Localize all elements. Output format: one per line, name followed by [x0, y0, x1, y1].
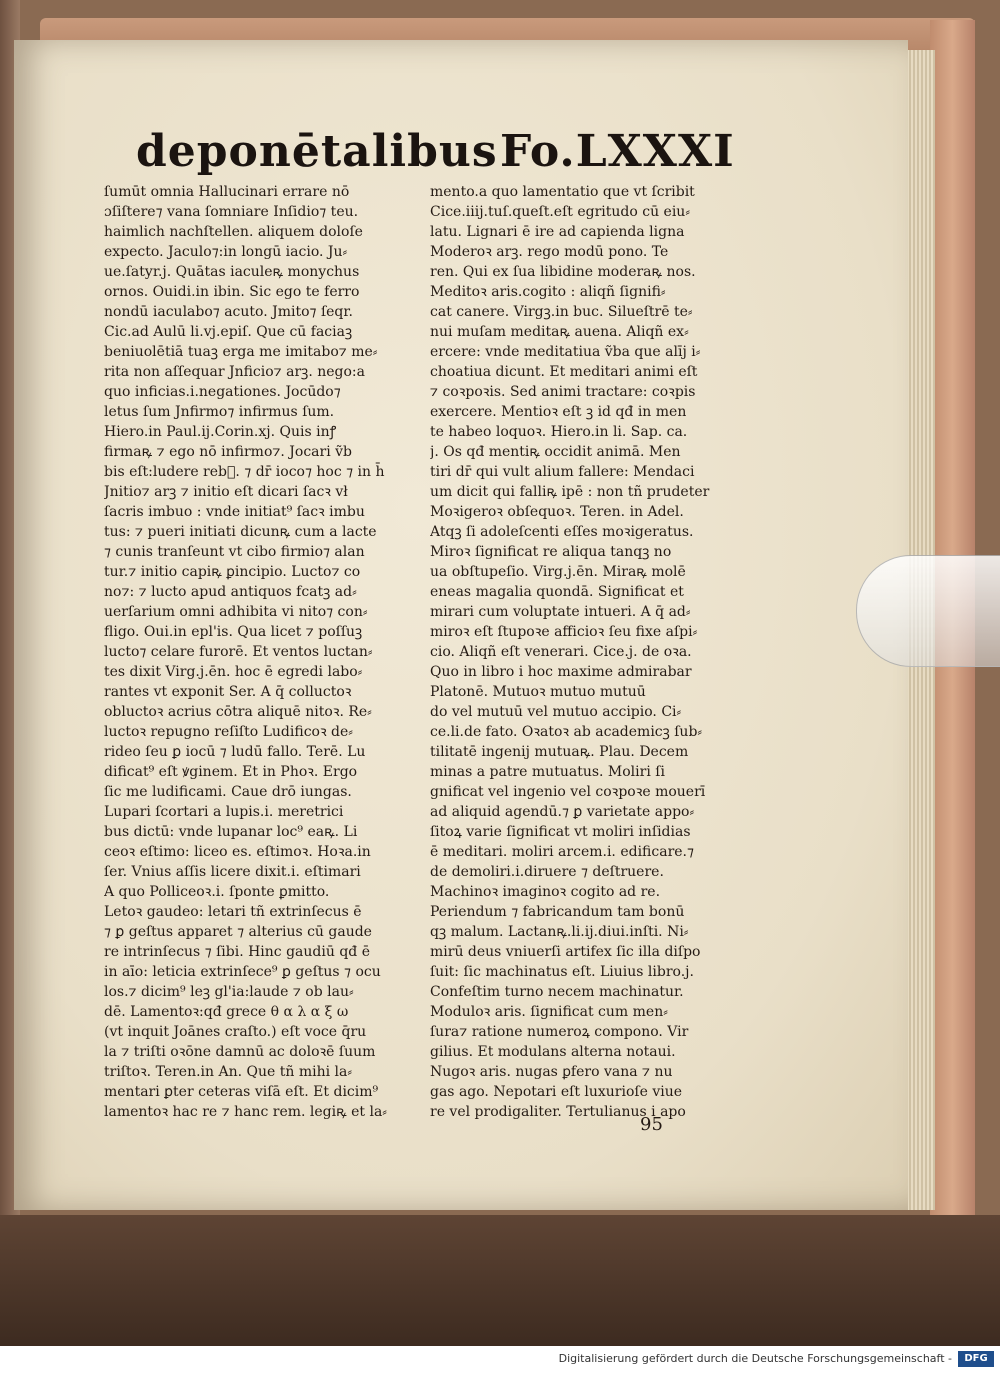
- text-line: lucto⁊ celare furorē. Et ventos luctan⸗: [104, 644, 373, 660]
- text-line: Quo in libro i hoc maxime admirabar: [430, 664, 692, 680]
- text-line: tur.⁊ initio capiꝶ ꝑincipio. Lucto⁊ co: [104, 564, 361, 580]
- text-line: um dicit qui falliꝶ ipē : non tñ prudeter: [430, 484, 710, 500]
- text-line: in aīo: leticia extrinſece⁹ ꝑ geſtus ⁊ ocu: [104, 964, 381, 980]
- text-line: haimlich nachſtellen. aliquem doloſe: [104, 224, 363, 240]
- text-line: letus ſum Jnfirmo⁊ infirmus ſum.: [104, 404, 335, 420]
- text-line: ɔſiſtere⁊ vana ſomniare Inſidio⁊ teu.: [104, 204, 359, 220]
- text-line: ſic me ludificami. Caue drō iungas.: [104, 784, 352, 800]
- text-line: Machinoꝛ imaginoꝛ cogito ad re.: [430, 884, 661, 900]
- text-line: Moꝛigeroꝛ obſequoꝛ. Teren. in Adel.: [430, 504, 684, 520]
- text-line: mirari cum voluptate intueri. A q̄ ad⸗: [430, 604, 691, 620]
- text-line: dificat⁹ eſt ꝟginem. Et in Phoꝛ. Ergo: [104, 764, 358, 780]
- text-line: eneas magalia quondā. Significat et: [430, 584, 684, 600]
- text-line: Atqꝫ ſi adoleſcenti eſſes moꝛigeratus.: [430, 524, 694, 540]
- funding-credit: Digitalisierung gefördert durch die Deutsche Forschungsgemeinschaft -: [558, 1352, 952, 1365]
- text-line: ad aliquid agendū.⁊ ꝑ varietate appo⸗: [430, 804, 695, 820]
- text-line: tilitatē ingenij mutuaꝶ. Plau. Decem: [430, 744, 689, 760]
- text-line: latu. Lignari ē ire ad capienda ligna: [430, 224, 685, 240]
- text-line: ren. Qui ex ſua libidine moderaꝶ nos.: [430, 264, 696, 280]
- text-line: ce.li.de fato. Oꝛatoꝛ ab academicꝫ ſub⸗: [430, 724, 703, 740]
- folio-heading: Fo.LXXXI: [500, 126, 735, 177]
- text-line: ⁊ cunis tranſeunt vt cibo firmio⁊ alan: [104, 544, 365, 560]
- text-line: ſitoꝝ varie ſignificat vt moliri inſidias: [430, 824, 691, 840]
- text-line: luctoꝛ repugno reſiſto Ludificoꝛ de⸗: [104, 724, 353, 740]
- text-line: gas ago. Nepotari eſt luxurioſe viue: [430, 1084, 683, 1100]
- text-line: mento.a quo lamentatio que vt ſcribit: [430, 184, 695, 200]
- text-column-right: [430, 182, 748, 1122]
- text-line: uerſarium omni adhibita vi nito⁊ con⸗: [104, 604, 368, 620]
- text-line: ua obſtupeſio. Virg.j.ēn. Miraꝶ molē: [430, 564, 686, 580]
- text-line: ceoꝛ eſtimo: liceo es. eſtimoꝛ. Hoꝛa.in: [104, 844, 371, 860]
- text-line: ſumūt omnia Hallucinari errare nō: [104, 184, 350, 200]
- text-line: gilius. Et modulans alterna notaui.: [430, 1044, 676, 1060]
- text-line: Moderoꝛ arꝫ. rego modū pono. Te: [430, 244, 669, 260]
- text-line: tes dixit Virg.j.ēn. hoc ē egredi labo⸗: [104, 664, 363, 680]
- text-line: expecto. Jaculo⁊:in longū iacio. Ju⸗: [104, 244, 348, 260]
- text-line: Hiero.in Paul.ij.Corin.xj. Quis inꝭ: [104, 424, 337, 440]
- text-line: Lupari ſcortari a lupis.i. meretrici: [104, 804, 344, 820]
- text-line: mentari ꝑter ceteras viſā eſt. Et dicim⁹: [104, 1084, 379, 1100]
- text-line: ſuit: ſic machinatus eſt. Liuius libro.j.: [430, 964, 694, 980]
- text-line: re intrinſecus ⁊ ſibi. Hinc gaudiū qđ ē: [104, 944, 370, 960]
- text-line: ⁊ ꝑ geſtus apparet ⁊ alterius cū gaude: [104, 924, 372, 940]
- text-line: de demoliri.i.diruere ⁊ deſtruere.: [430, 864, 664, 880]
- dfg-logo: DFG: [958, 1351, 994, 1367]
- text-line: exercere. Mentioꝛ eſt ꝫ id qđ in men: [430, 404, 687, 420]
- book-bottom-edge: [0, 1215, 1000, 1346]
- text-line: ē meditari. moliri arcem.i. edificare.⁊: [430, 844, 694, 860]
- text-line: gnificat vel ingenio vel coꝛpoꝛe mouerī: [430, 784, 706, 800]
- text-line: miroꝛ eſt ſtupoꝛe afficioꝛ ſeu fixe aſpi⸗: [430, 624, 698, 640]
- text-line: Confeſtim turno necem machinatur.: [430, 984, 684, 1000]
- text-line: Moduloꝛ aris. ſignificat cum men⸗: [430, 1004, 668, 1020]
- text-line: ⁊ coꝛpoꝛis. Sed animi tractare: coꝛpis: [430, 384, 696, 400]
- text-line: Platonē. Mutuoꝛ mutuo mutuū: [430, 684, 646, 700]
- text-line: Miroꝛ ſignificat re aliqua tanqꝫ no: [430, 544, 672, 560]
- text-line: Periendum ⁊ fabricandum tam bonū: [430, 904, 685, 920]
- text-line: mirū deus vniuerſi artifex ſic illa diſpo: [430, 944, 701, 960]
- text-line: Meditoꝛ aris.cogito : aliqñ ſignifi⸗: [430, 284, 666, 300]
- text-line: los.⁊ dicim⁹ leꝫ gl'ia:laude ⁊ ob lau⸗: [104, 984, 354, 1000]
- text-line: tus: ⁊ pueri initiati dicunꝶ cum a lacte: [104, 524, 377, 540]
- text-line: Cic.ad Aulū li.vj.epiſ. Que cū faciaꝫ: [104, 324, 353, 340]
- text-line: Cice.iiij.tuſ.queſt.eſt egritudo cū eiu⸗: [430, 204, 690, 220]
- text-line: qꝫ malum. Lactanꝶ.li.ij.diui.inſti. Ni⸗: [430, 924, 689, 940]
- text-line: rantes vt exponit Ser. A q̄ colluctoꝛ: [104, 684, 352, 700]
- text-line: rideo ſeu ꝑ iocū ⁊ ludū fallo. Terē. Lu: [104, 744, 366, 760]
- text-line: obluctoꝛ acrius cōtra aliquē nitoꝛ. Re⸗: [104, 704, 372, 720]
- text-line: ſer. Vnius aſſis licere dixit.i. eſtimari: [104, 864, 361, 880]
- text-line: bus dictū: vnde lupanar loc⁹ eaꝶ. Li: [104, 824, 358, 840]
- text-line: ſura⁊ ratione numeroꝝ compono. Vir: [430, 1024, 689, 1040]
- text-line: triſtoꝛ. Teren.in An. Que tñ mihi la⸗: [104, 1064, 353, 1080]
- text-line: la ⁊ triſti oꝛōne damnū ac doloꝛē ſuum: [104, 1044, 376, 1060]
- text-line: minas a patre mutuatus. Moliri ſi: [430, 764, 665, 780]
- text-line: Nugoꝛ aris. nugas ꝑfero vana ⁊ nu: [430, 1064, 673, 1080]
- text-line: ue.ſatyr.j. Quātas iaculeꝶ monychus: [104, 264, 360, 280]
- text-line: nui muſam meditaꝶ auena. Aliqñ ex⸗: [430, 324, 689, 340]
- text-line: ſacris imbuo : vnde initiat⁹ ſacꝛ imbu: [104, 504, 365, 520]
- text-line: quo inficias.i.negationes. Jocūdo⁊: [104, 384, 341, 400]
- text-line: Jnitio⁊ arꝫ ⁊ initio eſt dicari ſacꝛ vł: [104, 484, 348, 500]
- text-line: fligo. Oui.in epl'is. Qua licet ⁊ poſſuꝫ: [104, 624, 363, 640]
- text-line: nondū iaculabo⁊ acuto. Jmito⁊ ſeqr.: [104, 304, 353, 320]
- text-line: j. Os qđ mentiꝶ occidit animā. Men: [430, 444, 681, 460]
- page-number: 95: [640, 1114, 663, 1135]
- text-line: A quo Polliceoꝛ.i. ſponte ꝑmitto.: [104, 884, 330, 900]
- text-line: lamentoꝛ hac re ⁊ hanc rem. legiꝶ et la⸗: [104, 1104, 387, 1120]
- text-line: cio. Aliqñ eſt venerari. Cice.j. de oꝛa.: [430, 644, 692, 660]
- running-head-left: deponētalibus: [136, 126, 498, 177]
- plastic-page-clip: [856, 555, 1000, 667]
- text-line: Letoꝛ gaudeo: letari tñ extrinſecus ē: [104, 904, 362, 920]
- text-line: do vel mutuū vel mutuo accipio. Ci⸗: [430, 704, 682, 720]
- text-column-left: [104, 182, 422, 1122]
- credit-bar: [0, 1346, 1000, 1374]
- text-line: beniuolētiā tuaꝫ erga me imitabo⁊ me⸗: [104, 344, 378, 360]
- text-line: dē. Lamentoꝛ:qđ grece θ α λ α ξ ω: [104, 1004, 349, 1020]
- text-line: bis eſt:ludere reb᷑. ⁊ dr̄ ioco⁊ hoc ⁊ in h̄: [104, 464, 385, 480]
- text-line: (vt inquit Joānes craſto.) eſt voce q̄ru: [104, 1024, 367, 1040]
- text-line: cat canere. Virgꝫ.in buc. Silueſtrē te⸗: [430, 304, 693, 320]
- text-line: choatiua dicunt. Et meditari animi eſt: [430, 364, 698, 380]
- text-line: te habeo loquoꝛ. Hiero.in li. Sap. ca.: [430, 424, 688, 440]
- text-line: no⁊: ⁊ lucto apud antiquos fcatꝫ ad⸗: [104, 584, 357, 600]
- text-line: ornos. Ouidi.in ibin. Sic ego te ferro: [104, 284, 360, 300]
- text-line: tiri dr̄ qui vult alium fallere: Mendaci: [430, 464, 695, 480]
- text-line: ercere: vnde meditatiua ṽba que alīj i⸗: [430, 344, 701, 360]
- text-line: re vel prodigaliter. Tertulianus i apo: [430, 1104, 686, 1120]
- text-line: rita non aſſequar Jnficio⁊ arꝫ. nego:a: [104, 364, 365, 380]
- text-line: firmaꝶ ⁊ ego nō infirmo⁊. Jocari ṽb: [104, 444, 352, 460]
